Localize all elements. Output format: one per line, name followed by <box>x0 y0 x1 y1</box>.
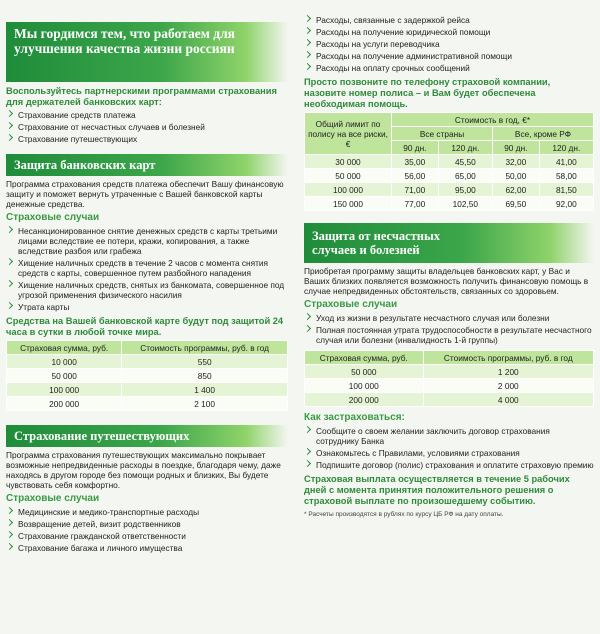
list-item: Хищение наличных средств в течение 2 часов с момента снятия средств с карты, совершенное путем разбойного нападения <box>6 258 288 278</box>
table-row <box>305 197 594 211</box>
table-cell: 10 000 <box>7 355 122 369</box>
list-item: Хищение наличных средств, снятых из банкомата, совершенное под угрозой применения физического насилия <box>6 280 288 300</box>
list-item: Полная постоянная утрата трудоспособности в результате несчастного случая или болезни (инвалидность 1-й группы) <box>304 325 594 345</box>
list-item: Возвращение детей, визит родственников <box>6 519 288 529</box>
table-cell: 2 100 <box>122 397 288 411</box>
table-cell: 100 000 <box>7 383 122 397</box>
accident-cases-title: Страховые случаи <box>304 299 398 310</box>
list-item: Страхование гражданской ответственности <box>6 531 288 541</box>
table-cell: 77,00 <box>392 197 439 211</box>
travel-title: Страхование путешествующих <box>14 429 190 443</box>
list-item: Ознакомьтесь с Правилами, условиями страхования <box>304 448 594 458</box>
list-item: Сообщите о своем желании заключить договор страхования сотруднику Банка <box>304 426 594 446</box>
card-cases-list <box>6 226 288 312</box>
table-row <box>7 397 288 411</box>
card-highlight: Средства на Вашей банковской карте будут под защитой 24 часа в сутки в любой точке мира. <box>6 316 284 337</box>
accident-title: Защита от несчастных случаев и болезней <box>312 229 441 257</box>
table-cell: 550 <box>122 355 288 369</box>
table-header: Все страны <box>392 127 493 141</box>
intro-lead: Воспользуйтесь партнерскими программами страхования для держателей банковских карт: <box>6 86 277 107</box>
table-row <box>7 355 288 369</box>
intro-list <box>6 110 288 144</box>
table-cell: 69,50 <box>492 197 539 211</box>
table-row <box>7 383 288 397</box>
list-item: Расходы на получение юридической помощи <box>304 27 594 37</box>
table-row <box>305 183 594 197</box>
table-header: 90 дн. <box>492 141 539 155</box>
table-cell: 62,00 <box>492 183 539 197</box>
table-cell: 56,00 <box>392 169 439 183</box>
table-header: Страховая сумма, руб. <box>305 351 424 365</box>
table-header: Все, кроме РФ <box>492 127 593 141</box>
main-banner-title: Мы гордимся тем, что работаем для улучшения качества жизни россиян <box>14 26 235 56</box>
table-header: Страховая сумма, руб. <box>7 341 122 355</box>
table-header: Стоимость программы, руб. в год <box>122 341 288 355</box>
list-item: Расходы на оплату срочных сообщений <box>304 63 594 73</box>
table-cell: 1 400 <box>122 383 288 397</box>
table-header: 120 дн. <box>438 141 492 155</box>
table-cell: 92,00 <box>539 197 593 211</box>
table-cell: 81,50 <box>539 183 593 197</box>
table-cell: 58,00 <box>539 169 593 183</box>
table-cell: 2 000 <box>423 379 593 393</box>
list-item: Утрата карты <box>6 302 288 312</box>
list-item: Подпишите договор (полис) страхования и оплатите страховую премию <box>304 460 594 470</box>
table-cell: 35,00 <box>392 155 439 169</box>
table-cell: 150 000 <box>305 197 392 211</box>
travel-price-table <box>304 112 594 211</box>
table-cell: 100 000 <box>305 183 392 197</box>
table-cell: 850 <box>122 369 288 383</box>
list-item: Уход из жизни в результате несчастного случая или болезни <box>304 313 594 323</box>
travel-cases-list <box>6 507 288 553</box>
list-item: Расходы на получение административной помощи <box>304 51 594 61</box>
card-protection-banner <box>6 154 288 176</box>
list-item: Страхование средств платежа <box>6 110 288 120</box>
table-cell: 65,00 <box>438 169 492 183</box>
left-column <box>6 0 288 555</box>
table-cell: 1 200 <box>423 365 593 379</box>
table-cell: 50,00 <box>492 169 539 183</box>
list-item: Страхование багажа и личного имущества <box>6 543 288 553</box>
table-cell: 32,00 <box>492 155 539 169</box>
table-header: Общий лимит по полису на все риски, € <box>305 113 392 155</box>
card-price-table <box>6 340 288 411</box>
list-item: Медицинские и медико-транспортные расходы <box>6 507 288 517</box>
table-row <box>305 155 594 169</box>
table-cell: 41,00 <box>539 155 593 169</box>
accident-price-table <box>304 350 594 407</box>
table-cell: 100 000 <box>305 379 424 393</box>
payout-text: Страховая выплата осуществляется в течение 5 рабочих дней с момента принятия положительного решения о страховой выплате по произошедшему событию. <box>304 474 570 506</box>
accident-cases-list <box>304 313 594 345</box>
how-title: Как застраховаться: <box>304 412 405 423</box>
table-row <box>305 393 594 407</box>
table-header: Стоимость программы, руб. в год <box>423 351 593 365</box>
card-cases-title: Страховые случаи <box>6 212 100 223</box>
list-item: Страхование от несчастных случаев и болезней <box>6 122 288 132</box>
travel-cases-title: Страховые случаи <box>6 493 100 504</box>
main-banner <box>6 22 288 82</box>
list-item: Страхование путешествующих <box>6 134 288 144</box>
table-cell: 102,50 <box>438 197 492 211</box>
call-lead: Просто позвоните по телефону страховой компании, назовите номер полиса – и Вам будет обеспечена необходимая помощь. <box>304 77 551 109</box>
table-cell: 95,00 <box>438 183 492 197</box>
travel-extra-list <box>304 15 594 73</box>
accident-text: Приобретая программу защиты владельцев банковских карт, у Вас и Ваших близких появляется возможность получить финансовую помощь в случае непредвиденных обстоятельств, связанных со здоровьем. <box>304 266 589 296</box>
table-cell: 50 000 <box>305 365 424 379</box>
table-cell: 50 000 <box>7 369 122 383</box>
table-cell: 4 000 <box>423 393 593 407</box>
card-protection-title: Защита банковских карт <box>14 158 156 172</box>
table-row <box>305 169 594 183</box>
travel-text: Программа страхования путешествующих максимально покрывает возможные непредвиденные расходы в поездке, благодаря чему, даже находясь в другом городе без помощи родных и близких, Вы будете чувствовать себя комфортно. <box>6 450 281 490</box>
table-cell: 50 000 <box>305 169 392 183</box>
table-row <box>305 365 594 379</box>
table-row <box>305 379 594 393</box>
footnote: * Расчеты производятся в рублях по курсу ЦБ РФ на дату оплаты. <box>304 511 504 518</box>
right-column <box>304 0 594 518</box>
list-item: Несанкционированное снятие денежных средств с карты третьими лицами вследствие ее потери, кражи, копирования, а также вследствие разбоя или грабежа <box>6 226 288 256</box>
table-cell: 45,50 <box>438 155 492 169</box>
table-cell: 30 000 <box>305 155 392 169</box>
table-cell: 71,00 <box>392 183 439 197</box>
how-list <box>304 426 594 470</box>
table-header: 120 дн. <box>539 141 593 155</box>
table-cell: 200 000 <box>7 397 122 411</box>
table-cell: 200 000 <box>305 393 424 407</box>
table-header: Стоимость в год, €* <box>392 113 594 127</box>
card-protection-text: Программа страхования средств платежа обеспечит Вашу финансовую защиту и поможет вернуть утраченные с Вашей банковской карты денежные средства. <box>6 179 284 209</box>
table-header: 90 дн. <box>392 141 439 155</box>
travel-banner <box>6 425 288 447</box>
list-item: Расходы на услуги переводчика <box>304 39 594 49</box>
table-row <box>7 369 288 383</box>
accident-banner <box>304 223 594 263</box>
list-item: Расходы, связанные с задержкой рейса <box>304 15 594 25</box>
